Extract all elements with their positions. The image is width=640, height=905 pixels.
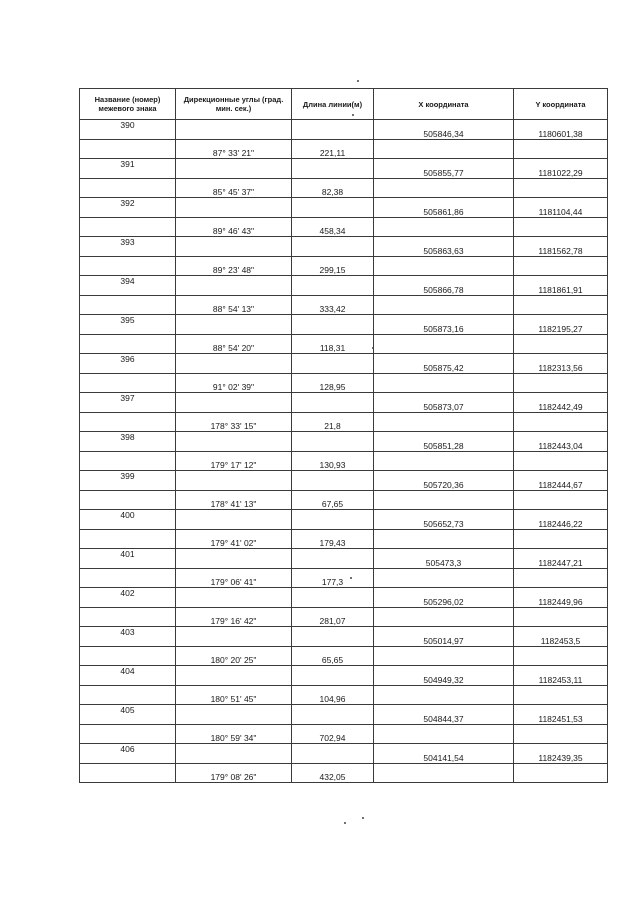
empty-cell bbox=[514, 568, 608, 588]
empty-cell bbox=[514, 334, 608, 354]
empty-cell bbox=[514, 685, 608, 705]
empty-cell bbox=[292, 666, 374, 686]
point-name-cell: 396 bbox=[80, 354, 176, 374]
direction-angle-cell: 180° 59' 34" bbox=[176, 724, 292, 744]
point-name-cell: 405 bbox=[80, 705, 176, 725]
empty-cell bbox=[176, 549, 292, 569]
point-name-cell: 395 bbox=[80, 315, 176, 335]
point-name-cell: 398 bbox=[80, 432, 176, 452]
table-row bbox=[80, 237, 608, 257]
y-coordinate-cell: 1181022,29 bbox=[514, 159, 608, 179]
line-length-cell: 128,95 bbox=[292, 373, 374, 393]
empty-cell bbox=[80, 451, 176, 471]
x-coordinate-cell: 505296,02 bbox=[374, 588, 514, 608]
line-length-cell: 281,07 bbox=[292, 607, 374, 627]
direction-angle-cell: 179° 08' 26" bbox=[176, 763, 292, 783]
empty-cell bbox=[374, 490, 514, 510]
y-coordinate-cell: 1180601,38 bbox=[514, 120, 608, 140]
table-row bbox=[80, 490, 608, 510]
table-row bbox=[80, 159, 608, 179]
table-row bbox=[80, 354, 608, 374]
x-coordinate-cell: 504844,37 bbox=[374, 705, 514, 725]
empty-cell bbox=[80, 685, 176, 705]
point-name-cell: 402 bbox=[80, 588, 176, 608]
empty-cell bbox=[80, 568, 176, 588]
empty-cell bbox=[374, 568, 514, 588]
empty-cell bbox=[80, 607, 176, 627]
empty-cell bbox=[80, 490, 176, 510]
empty-cell bbox=[374, 334, 514, 354]
empty-cell bbox=[292, 120, 374, 140]
empty-cell bbox=[514, 412, 608, 432]
empty-cell bbox=[292, 510, 374, 530]
empty-cell bbox=[80, 295, 176, 315]
empty-cell bbox=[176, 627, 292, 647]
empty-cell bbox=[374, 763, 514, 783]
empty-cell bbox=[374, 373, 514, 393]
table-row bbox=[80, 412, 608, 432]
table-row bbox=[80, 510, 608, 530]
table-row bbox=[80, 607, 608, 627]
line-length-cell: 21,8 bbox=[292, 412, 374, 432]
empty-cell bbox=[176, 432, 292, 452]
y-coordinate-cell: 1182451,53 bbox=[514, 705, 608, 725]
empty-cell bbox=[176, 276, 292, 296]
table-row bbox=[80, 549, 608, 569]
empty-cell bbox=[292, 549, 374, 569]
y-coordinate-cell: 1181861,91 bbox=[514, 276, 608, 296]
empty-cell bbox=[374, 217, 514, 237]
y-coordinate-cell: 1182195,27 bbox=[514, 315, 608, 335]
empty-cell bbox=[176, 198, 292, 218]
empty-cell bbox=[80, 529, 176, 549]
empty-cell bbox=[292, 354, 374, 374]
empty-cell bbox=[80, 256, 176, 276]
empty-cell bbox=[292, 159, 374, 179]
header-point-name: Название (номер) межевого знака bbox=[80, 89, 176, 120]
header-x-coordinate: Х координата bbox=[374, 89, 514, 120]
empty-cell bbox=[374, 256, 514, 276]
y-coordinate-cell: 1182313,56 bbox=[514, 354, 608, 374]
table-row bbox=[80, 451, 608, 471]
line-length-cell: 333,42 bbox=[292, 295, 374, 315]
x-coordinate-cell: 505473,3 bbox=[374, 549, 514, 569]
y-coordinate-cell: 1182443,04 bbox=[514, 432, 608, 452]
line-length-cell: 299,15 bbox=[292, 256, 374, 276]
empty-cell bbox=[374, 451, 514, 471]
y-coordinate-cell: 1182453,11 bbox=[514, 666, 608, 686]
y-coordinate-cell: 1182453,5 bbox=[514, 627, 608, 647]
y-coordinate-cell: 1182442,49 bbox=[514, 393, 608, 413]
table-row bbox=[80, 627, 608, 647]
empty-cell bbox=[176, 393, 292, 413]
x-coordinate-cell: 505875,42 bbox=[374, 354, 514, 374]
table-row bbox=[80, 256, 608, 276]
empty-cell bbox=[176, 510, 292, 530]
empty-cell bbox=[80, 217, 176, 237]
table-row bbox=[80, 744, 608, 764]
empty-cell bbox=[374, 178, 514, 198]
empty-cell bbox=[292, 393, 374, 413]
point-name-cell: 391 bbox=[80, 159, 176, 179]
x-coordinate-cell: 505851,28 bbox=[374, 432, 514, 452]
table-row bbox=[80, 763, 608, 783]
direction-angle-cell: 89° 23' 48" bbox=[176, 256, 292, 276]
empty-cell bbox=[374, 139, 514, 159]
y-coordinate-cell: 1181104,44 bbox=[514, 198, 608, 218]
empty-cell bbox=[514, 139, 608, 159]
table-row bbox=[80, 705, 608, 725]
line-length-cell: 179,43 bbox=[292, 529, 374, 549]
x-coordinate-cell: 505014,97 bbox=[374, 627, 514, 647]
empty-cell bbox=[80, 139, 176, 159]
empty-cell bbox=[514, 529, 608, 549]
empty-cell bbox=[176, 315, 292, 335]
line-length-cell: 177,3 bbox=[292, 568, 374, 588]
point-name-cell: 404 bbox=[80, 666, 176, 686]
line-length-cell: 702,94 bbox=[292, 724, 374, 744]
table-row bbox=[80, 588, 608, 608]
table-row bbox=[80, 529, 608, 549]
header-line-length: Длина линии(м) bbox=[292, 89, 374, 120]
direction-angle-cell: 89° 46' 43" bbox=[176, 217, 292, 237]
line-length-cell: 432,05 bbox=[292, 763, 374, 783]
empty-cell bbox=[514, 256, 608, 276]
line-length-cell: 458,34 bbox=[292, 217, 374, 237]
y-coordinate-cell: 1181562,78 bbox=[514, 237, 608, 257]
empty-cell bbox=[292, 432, 374, 452]
scan-speck bbox=[372, 347, 374, 349]
scan-speck bbox=[357, 80, 359, 82]
empty-cell bbox=[514, 373, 608, 393]
empty-cell bbox=[292, 705, 374, 725]
table-row bbox=[80, 666, 608, 686]
line-length-cell: 65,65 bbox=[292, 646, 374, 666]
empty-cell bbox=[514, 490, 608, 510]
table-row bbox=[80, 471, 608, 491]
table-row bbox=[80, 685, 608, 705]
scan-speck bbox=[352, 114, 354, 116]
empty-cell bbox=[176, 744, 292, 764]
header-y-coordinate: Y координата bbox=[514, 89, 608, 120]
empty-cell bbox=[176, 471, 292, 491]
direction-angle-cell: 85° 45' 37" bbox=[176, 178, 292, 198]
scan-speck bbox=[350, 577, 352, 579]
empty-cell bbox=[80, 334, 176, 354]
x-coordinate-cell: 505846,34 bbox=[374, 120, 514, 140]
point-name-cell: 401 bbox=[80, 549, 176, 569]
empty-cell bbox=[292, 627, 374, 647]
point-name-cell: 390 bbox=[80, 120, 176, 140]
empty-cell bbox=[176, 666, 292, 686]
table-row bbox=[80, 217, 608, 237]
empty-cell bbox=[374, 646, 514, 666]
empty-cell bbox=[80, 373, 176, 393]
table-row bbox=[80, 276, 608, 296]
empty-cell bbox=[176, 237, 292, 257]
empty-cell bbox=[374, 295, 514, 315]
empty-cell bbox=[514, 763, 608, 783]
empty-cell bbox=[292, 588, 374, 608]
line-length-cell: 130,93 bbox=[292, 451, 374, 471]
x-coordinate-cell: 505720,36 bbox=[374, 471, 514, 491]
y-coordinate-cell: 1182446,22 bbox=[514, 510, 608, 530]
direction-angle-cell: 179° 16' 42" bbox=[176, 607, 292, 627]
empty-cell bbox=[514, 217, 608, 237]
header-direction-angles: Дирекционные углы (град. мин. сек.) bbox=[176, 89, 292, 120]
scan-speck bbox=[362, 817, 364, 819]
table-row bbox=[80, 373, 608, 393]
direction-angle-cell: 180° 20' 25" bbox=[176, 646, 292, 666]
x-coordinate-cell: 505866,78 bbox=[374, 276, 514, 296]
x-coordinate-cell: 505652,73 bbox=[374, 510, 514, 530]
empty-cell bbox=[374, 607, 514, 627]
y-coordinate-cell: 1182447,21 bbox=[514, 549, 608, 569]
x-coordinate-cell: 505855,77 bbox=[374, 159, 514, 179]
y-coordinate-cell: 1182444,67 bbox=[514, 471, 608, 491]
empty-cell bbox=[292, 471, 374, 491]
line-length-cell: 82,38 bbox=[292, 178, 374, 198]
empty-cell bbox=[292, 198, 374, 218]
empty-cell bbox=[176, 159, 292, 179]
empty-cell bbox=[80, 412, 176, 432]
y-coordinate-cell: 1182449,96 bbox=[514, 588, 608, 608]
line-length-cell: 67,65 bbox=[292, 490, 374, 510]
empty-cell bbox=[514, 724, 608, 744]
table-row bbox=[80, 315, 608, 335]
empty-cell bbox=[514, 646, 608, 666]
empty-cell bbox=[80, 178, 176, 198]
empty-cell bbox=[374, 724, 514, 744]
scan-speck bbox=[344, 822, 346, 824]
empty-cell bbox=[292, 237, 374, 257]
x-coordinate-cell: 505863,63 bbox=[374, 237, 514, 257]
empty-cell bbox=[80, 646, 176, 666]
x-coordinate-cell: 505861,86 bbox=[374, 198, 514, 218]
point-name-cell: 392 bbox=[80, 198, 176, 218]
line-length-cell: 104,96 bbox=[292, 685, 374, 705]
empty-cell bbox=[514, 451, 608, 471]
table-row bbox=[80, 139, 608, 159]
y-coordinate-cell: 1182439,35 bbox=[514, 744, 608, 764]
point-name-cell: 394 bbox=[80, 276, 176, 296]
table-row bbox=[80, 568, 608, 588]
x-coordinate-cell: 504949,32 bbox=[374, 666, 514, 686]
table-row bbox=[80, 178, 608, 198]
x-coordinate-cell: 505873,16 bbox=[374, 315, 514, 335]
empty-cell bbox=[80, 763, 176, 783]
direction-angle-cell: 180° 51' 45" bbox=[176, 685, 292, 705]
table-row bbox=[80, 724, 608, 744]
table-header-row bbox=[80, 89, 608, 120]
empty-cell bbox=[514, 178, 608, 198]
direction-angle-cell: 179° 17' 12" bbox=[176, 451, 292, 471]
direction-angle-cell: 88° 54' 20" bbox=[176, 334, 292, 354]
empty-cell bbox=[176, 588, 292, 608]
empty-cell bbox=[374, 412, 514, 432]
table-row bbox=[80, 646, 608, 666]
point-name-cell: 397 bbox=[80, 393, 176, 413]
direction-angle-cell: 179° 06' 41" bbox=[176, 568, 292, 588]
empty-cell bbox=[292, 276, 374, 296]
point-name-cell: 399 bbox=[80, 471, 176, 491]
table-row bbox=[80, 120, 608, 140]
point-name-cell: 403 bbox=[80, 627, 176, 647]
point-name-cell: 400 bbox=[80, 510, 176, 530]
direction-angle-cell: 91° 02' 39" bbox=[176, 373, 292, 393]
empty-cell bbox=[176, 705, 292, 725]
empty-cell bbox=[176, 120, 292, 140]
point-name-cell: 406 bbox=[80, 744, 176, 764]
direction-angle-cell: 178° 33' 15" bbox=[176, 412, 292, 432]
empty-cell bbox=[176, 354, 292, 374]
table-row bbox=[80, 334, 608, 354]
table-row bbox=[80, 295, 608, 315]
x-coordinate-cell: 504141,54 bbox=[374, 744, 514, 764]
direction-angle-cell: 178° 41' 13" bbox=[176, 490, 292, 510]
table-body bbox=[80, 120, 608, 783]
direction-angle-cell: 88° 54' 13" bbox=[176, 295, 292, 315]
empty-cell bbox=[292, 315, 374, 335]
empty-cell bbox=[374, 685, 514, 705]
x-coordinate-cell: 505873,07 bbox=[374, 393, 514, 413]
point-name-cell: 393 bbox=[80, 237, 176, 257]
empty-cell bbox=[80, 724, 176, 744]
line-length-cell: 118,31 bbox=[292, 334, 374, 354]
boundary-coordinates-table bbox=[79, 88, 608, 783]
direction-angle-cell: 87° 33' 21" bbox=[176, 139, 292, 159]
table-row bbox=[80, 393, 608, 413]
empty-cell bbox=[514, 607, 608, 627]
empty-cell bbox=[514, 295, 608, 315]
table-row bbox=[80, 432, 608, 452]
direction-angle-cell: 179° 41' 02" bbox=[176, 529, 292, 549]
empty-cell bbox=[292, 744, 374, 764]
empty-cell bbox=[374, 529, 514, 549]
table-row bbox=[80, 198, 608, 218]
line-length-cell: 221,11 bbox=[292, 139, 374, 159]
